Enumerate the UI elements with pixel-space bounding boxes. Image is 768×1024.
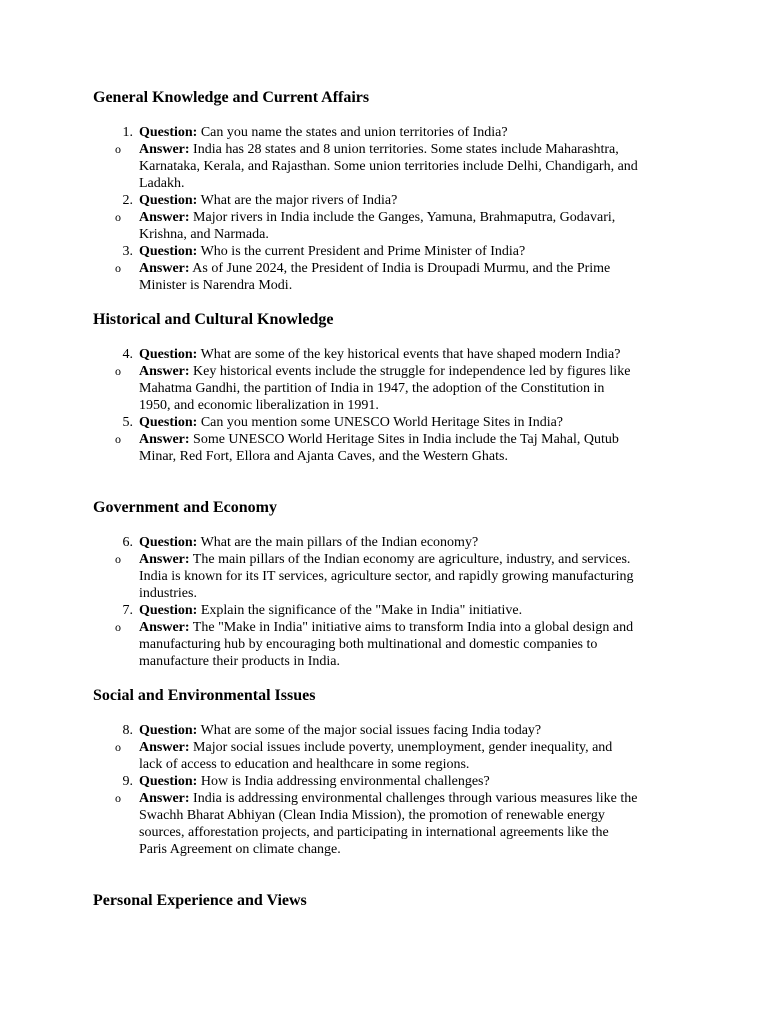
answer-label: Answer: (139, 620, 190, 635)
question-text: What are the main pillars of the Indian economy? (200, 535, 479, 550)
bullet-marker: o (115, 620, 121, 634)
answer-item (93, 619, 639, 670)
answer-item (93, 431, 639, 465)
question-number: 3. (122, 244, 133, 259)
answer-list (93, 209, 693, 243)
answer-label: Answer: (139, 364, 190, 379)
question-text: What are the major rivers of India? (200, 193, 398, 208)
answer-text: Major rivers in India include the Ganges, Yamuna, Brahmaputra, Godavari, Krishna, and Narmada. (139, 210, 616, 242)
question-item (93, 243, 693, 294)
question-item (93, 722, 693, 773)
answer-list (93, 790, 693, 858)
question-item (93, 534, 693, 602)
question-text: Who is the current President and Prime Minister of India? (200, 244, 526, 259)
answer-label: Answer: (139, 432, 190, 447)
question-label: Question: (139, 193, 198, 208)
answer-item (93, 260, 639, 294)
question-text: Can you name the states and union territories of India? (200, 125, 508, 140)
question-item (93, 192, 693, 243)
answer-text: India is addressing environmental challenges through various measures like the Swachh Bharat Abhiyan (Clean India Mission), the promotion of renewable energy sources, afforestation projects, and participating in international agreements like the Paris Agreement on climate change. (139, 791, 638, 857)
answer-item (93, 551, 639, 602)
bullet-marker: o (115, 791, 121, 805)
question-number: 2. (122, 193, 133, 208)
question-number: 8. (122, 723, 133, 738)
bullet-marker: o (115, 210, 121, 224)
section-general-knowledge (93, 88, 693, 294)
answer-label: Answer: (139, 791, 190, 806)
question-item (93, 124, 693, 192)
question-list (93, 534, 693, 670)
question-item (93, 346, 693, 414)
question-number: 6. (122, 535, 133, 550)
question-number: 9. (122, 774, 133, 789)
answer-text: Key historical events include the struggle for independence led by figures like Mahatma Gandhi, the partition of India in 1947, the adoption of the Constitution in 1950, and economic liberalization in 1991. (139, 364, 631, 413)
answer-list (93, 551, 693, 602)
question-label: Question: (139, 774, 198, 789)
answer-list (93, 739, 693, 773)
bullet-marker: o (115, 552, 121, 566)
answer-label: Answer: (139, 142, 190, 157)
question-item (93, 414, 693, 465)
question-text: Explain the significance of the "Make in India" initiative. (200, 603, 523, 618)
question-label: Question: (139, 415, 198, 430)
answer-text: India has 28 states and 8 union territories. Some states include Maharashtra, Karnataka, Kerala, and Rajasthan. Some union territories include Delhi, Chandigarh, and Ladakh. (139, 142, 638, 191)
section-heading: General Knowledge and Current Affairs (93, 89, 370, 106)
answer-label: Answer: (139, 261, 190, 276)
bullet-marker: o (115, 432, 121, 446)
answer-label: Answer: (139, 210, 190, 225)
section-personal-experience (93, 891, 693, 911)
question-label: Question: (139, 244, 198, 259)
question-text: What are some of the major social issues facing India today? (200, 723, 542, 738)
section-government-economy (93, 498, 693, 670)
answer-list (93, 619, 693, 670)
bullet-marker: o (115, 261, 121, 275)
bullet-marker: o (115, 740, 121, 754)
section-heading: Social and Environmental Issues (93, 687, 316, 704)
answer-text: Major social issues include poverty, unemployment, gender inequality, and lack of access to education and healthcare in some regions. (139, 740, 613, 772)
question-text: Can you mention some UNESCO World Heritage Sites in India? (200, 415, 564, 430)
section-heading: Historical and Cultural Knowledge (93, 311, 334, 328)
bullet-marker: o (115, 142, 121, 156)
section-heading: Government and Economy (93, 499, 277, 516)
question-list (93, 124, 693, 294)
answer-label: Answer: (139, 552, 190, 567)
question-number: 1. (122, 125, 133, 140)
question-text: What are some of the key historical events that have shaped modern India? (200, 347, 621, 362)
answer-list (93, 260, 693, 294)
answer-item (93, 141, 639, 192)
question-number: 4. (122, 347, 133, 362)
question-list (93, 346, 693, 465)
section-social-environmental (93, 686, 693, 858)
answer-text: Some UNESCO World Heritage Sites in India include the Taj Mahal, Qutub Minar, Red Fort, Ellora and Ajanta Caves, and the Western Ghats. (139, 432, 619, 464)
answer-item (93, 209, 639, 243)
question-label: Question: (139, 535, 198, 550)
question-number: 5. (122, 415, 133, 430)
question-list (93, 722, 693, 858)
question-item (93, 773, 693, 858)
answer-list (93, 141, 693, 192)
section-heading: Personal Experience and Views (93, 892, 307, 909)
answer-item (93, 363, 639, 414)
answer-list (93, 363, 693, 414)
answer-text: The "Make in India" initiative aims to transform India into a global design and manufacturing hub by encouraging both multinational and domestic companies to manufacture their products in India. (139, 620, 634, 669)
answer-item (93, 790, 639, 858)
question-label: Question: (139, 125, 198, 140)
answer-text: The main pillars of the Indian economy are agriculture, industry, and services. India is known for its IT services, agriculture sector, and rapidly growing manufacturing industries. (139, 552, 634, 601)
answer-list (93, 431, 693, 465)
question-item (93, 602, 693, 670)
answer-text: As of June 2024, the President of India is Droupadi Murmu, and the Prime Minister is Narendra Modi. (139, 261, 611, 293)
question-number: 7. (122, 603, 133, 618)
question-label: Question: (139, 723, 198, 738)
question-label: Question: (139, 347, 198, 362)
section-historical-cultural (93, 310, 693, 465)
bullet-marker: o (115, 364, 121, 378)
answer-item (93, 739, 639, 773)
question-text: How is India addressing environmental challenges? (200, 774, 490, 789)
answer-label: Answer: (139, 740, 190, 755)
question-label: Question: (139, 603, 198, 618)
